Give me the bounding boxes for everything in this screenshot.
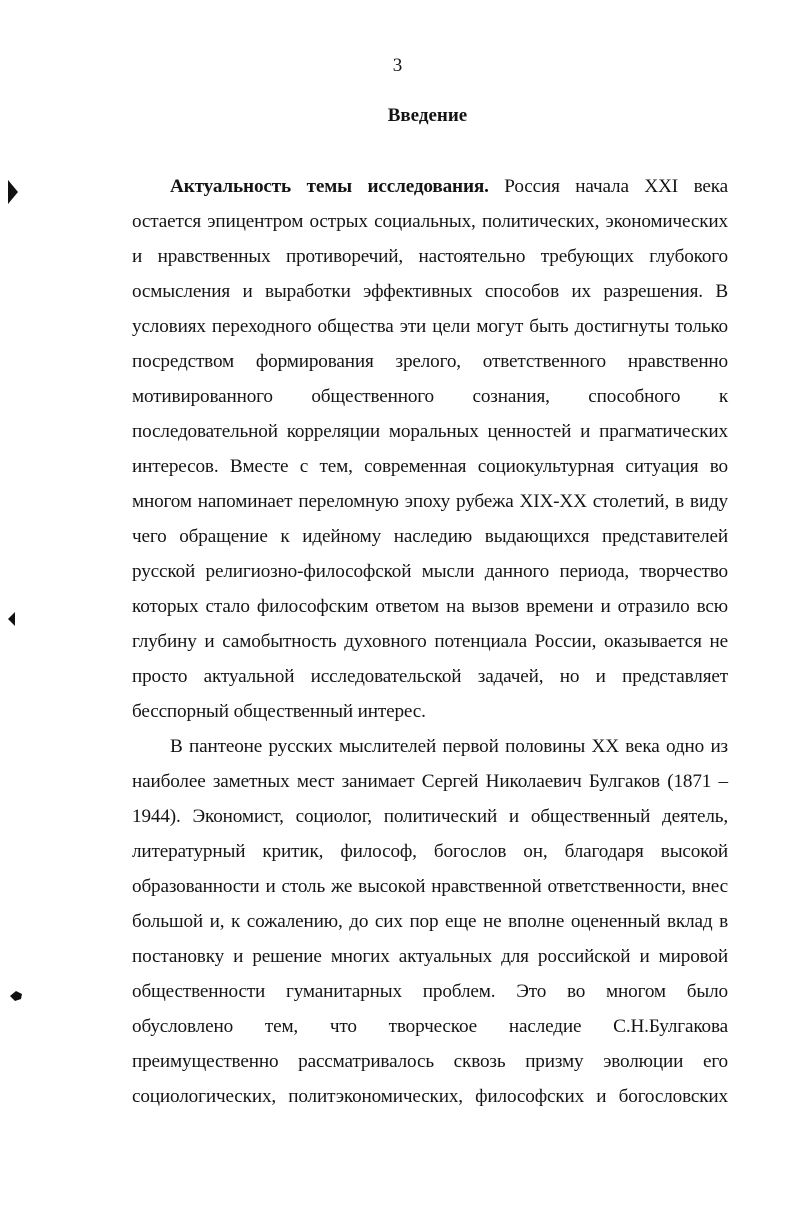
text-line: посредством формирования зрелого, ответственного нравственно: [132, 351, 728, 372]
text-line: которых стало философским ответом на вызов времени и отразило всю: [132, 596, 728, 617]
text-line: наиболее заметных мест занимает Сергей Николаевич Булгаков (1871 –: [132, 771, 728, 792]
scan-marker-small: [8, 612, 15, 626]
body-text: [132, 169, 728, 1114]
text-line: преимущественно рассматривалось сквозь призму эволюции его: [132, 1051, 728, 1072]
text-line: обусловлено тем, что творческое наследие С.Н.Булгакова: [132, 1016, 728, 1037]
text-line: просто актуальной исследовательской задачей, но и представляет: [132, 666, 728, 687]
text-line: интересов. Вместе с тем, современная социокультурная ситуация во: [132, 456, 728, 477]
text-line: последовательной корреляции моральных ценностей и прагматических: [132, 421, 728, 442]
text-line: русской религиозно-философской мысли данного периода, творчество: [132, 561, 728, 582]
text-line: образованности и столь же высокой нравственной ответственности, внес: [132, 876, 728, 897]
text-line: остается эпицентром острых социальных, политических, экономических: [132, 211, 728, 232]
text-line: большой и, к сожалению, до сих пор еще не вполне оцененный вклад в: [132, 911, 728, 932]
text-line: мотивированного общественного сознания, способного к: [132, 386, 728, 407]
text-line: осмысления и выработки эффективных способов их разрешения. В: [132, 281, 728, 302]
section-heading: Введение: [387, 105, 468, 126]
scan-marker-blob: [10, 988, 22, 998]
text-line: литературный критик, философ, богослов он, благодаря высокой: [132, 841, 728, 862]
text-line: и нравственных противоречий, настоятельно требующих глубокого: [132, 246, 728, 267]
text-line: Актуальность темы исследования. Россия начала XXI века: [170, 176, 728, 197]
page-number: 3: [392, 55, 403, 76]
text-line: В пантеоне русских мыслителей первой половины XX века одно из: [170, 736, 728, 757]
text-line: условиях переходного общества эти цели могут быть достигнуты только: [132, 316, 728, 337]
text-line: социологических, политэкономических, философских и богословских: [132, 1086, 728, 1107]
scan-marker-triangle: [8, 180, 18, 204]
text-line: бесспорный общественный интерес.: [132, 701, 426, 722]
paragraph-1: [132, 169, 728, 729]
text-line: глубину и самобытность духовного потенциала России, оказывается не: [132, 631, 728, 652]
text-line: постановку и решение многих актуальных для российской и мировой: [132, 946, 728, 967]
paragraph-2: [132, 729, 728, 1114]
text-line: 1944). Экономист, социолог, политический и общественный деятель,: [132, 806, 728, 827]
text-line: многом напоминает переломную эпоху рубежа XIX-XX столетий, в виду: [132, 491, 728, 512]
lead-phrase: Актуальность темы исследования.: [170, 176, 489, 197]
text-line: общественности гуманитарных проблем. Это во многом было: [132, 981, 728, 1002]
text-line: чего обращение к идейному наследию выдающихся представителей: [132, 526, 728, 547]
